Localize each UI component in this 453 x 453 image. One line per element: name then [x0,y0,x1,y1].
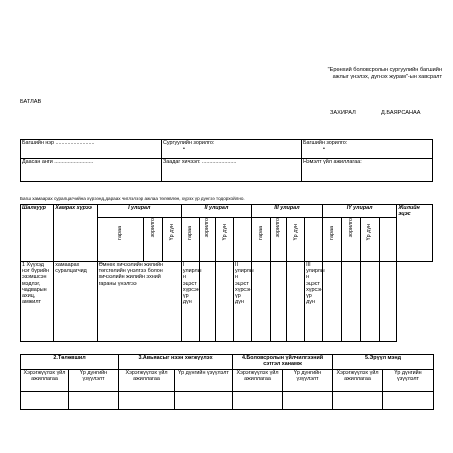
teacher-info-table [20,139,433,182]
row1-q1-result [181,262,202,342]
q4-extra-col [379,218,397,262]
q3-result-col [287,218,305,262]
bullet: • [183,146,185,153]
row1-cell [270,262,287,342]
class-lead-label: Даасан анги .......................... [22,159,94,165]
empty-cell [69,392,119,410]
sub-activity-label: гараа [117,226,124,240]
plan-note: Багш хамаарах суралцагчийна хүрээнд,дараах чиглэлээр ажлаа төлөвлөн, хүрэх үр дүнгээ тодорхойлно. [20,196,245,201]
school-goal-cell [162,140,302,159]
row1-cell [379,262,397,342]
empty-cell [119,392,175,410]
empty-cell [21,392,69,410]
empty-cell [233,392,283,410]
teacher-goal-label: Багшийн зорилго: [303,140,348,146]
q-text: улирлы н эцэст хүрсэн үр дүн [306,268,325,306]
subject-label: Заадаг хичээл: ....................... [163,159,237,165]
sub-goal-label: зорилго [347,218,354,238]
indicator-header: Шалгуур [21,205,54,262]
director-label: ЗАХИРАЛ [330,110,356,116]
sub-goal-label: зорилго [275,218,282,238]
q1-goal-col [144,218,163,262]
c5-header: 5.Эрүүл мэнд [333,355,434,370]
subject-cell [162,159,302,182]
row1-indicator: 1 Хүүхэд нэг бүрийн эзэмшсэн мэдлэг, чадварын ахиц, амжилт [21,262,54,342]
sub-result-label: Үр дүн [366,224,373,241]
q2-extra-col [234,218,252,262]
quarter-3-header: III улирал [251,205,322,218]
c2-header: 2.Төлөвшил [21,355,119,370]
expected-result-header: Үр дүнгийн үзүүлэлт [175,370,233,392]
expected-result-header: Үр дүнгийн үзүүлэлт [383,370,434,392]
sub-activity-label: гараа [257,226,264,240]
plan-table [20,204,433,342]
extra-work-label: Нэмэлт үйл ажиллагаа: [303,159,362,165]
class-lead-cell [21,159,162,182]
appendix-note [292,67,442,80]
plan-activity-header: Хэрэгжүүлэх үйл ажиллагаа [333,370,383,392]
approve-label: БАТЛАВ [20,99,42,105]
teacher-goal-cell [302,140,433,159]
c4-header: 4.Боловсролын үйлчилгээний сэтгэл ханамж [233,355,333,370]
sub-result-label: Үр дүн [221,224,228,241]
teacher-name-cell [21,140,162,159]
q2-activity-col [181,218,199,262]
q2-goal-col [199,218,216,262]
director-name: Д.БАЯРСАНАА [381,110,421,116]
appendix-line-1: "Ерөнхий боловсролын сургуулийн багшийн [327,67,442,73]
row1-cell [322,262,341,342]
c3-header: 3.Авьяасыг нээн хөгжүүлэх [119,355,233,370]
yearly-header: Жилийн эцэс [397,205,433,262]
row1-cell [216,262,234,342]
criteria-table [20,354,434,410]
q-text: улирлы н эцэст хүрсэн үр дүн [235,268,254,306]
empty-cell [333,392,383,410]
bullet: • [323,146,325,153]
quarter-2-header: II улирал [181,205,251,218]
row1-activity: Өмнөх хичээлийн жилийн төгсгөлийн үнэлгээ болон хичээлийн жилийн эхний гараны үнэлгээ [97,262,181,342]
q4-activity-col [322,218,341,262]
sub-result-label: Үр дүн [292,224,299,241]
row1-q2-result [234,262,252,342]
q3-extra-col [305,218,323,262]
extra-work-cell [302,159,433,182]
q4-result-col [360,218,379,262]
q3-goal-col [270,218,287,262]
q-marker: II [235,262,239,268]
q3-activity-col [251,218,270,262]
school-goal-label: Сургуулийн зорилго: [163,140,215,146]
sub-result-label: Үр дүн [168,224,175,241]
teacher-name-label: Багшийн нэр .......................... [22,140,95,146]
row1-cell [199,262,216,342]
expected-result-header: Үр дүнгийн үзүүлэлт [69,370,119,392]
sub-goal-label: зорилго [204,218,211,238]
row1-q3-result [305,262,323,342]
row1-cell [287,262,305,342]
q1-result-col [163,218,182,262]
empty-cell [175,392,233,410]
plan-activity-header: Хэрэгжүүлэх үйл ажиллагаа [233,370,283,392]
quarter-1-header: I улирал [97,205,181,218]
sub-goal-label: зорилго [150,218,157,238]
row1-scope: хамаарах суралцагчид [54,262,97,342]
row1-cell [251,262,270,342]
expected-result-header: Үр дүнгийн үзүүлэлт [283,370,333,392]
empty-cell [283,392,333,410]
quarter-4-header: IY улирал [322,205,396,218]
q-text: улирлы н эцэст хүрсэн үр дүн [182,268,202,306]
scope-header: Хамрах хүрээ [54,205,97,262]
appendix-line-2: ажлыг үнэлэх, дүгнэх журам"-ын хавсралт [332,73,442,80]
q-marker: I [182,262,185,268]
plan-activity-header: Хэрэгжүүлэх үйл ажиллагаа [21,370,69,392]
q4-goal-col [341,218,360,262]
row1-cell [341,262,360,342]
empty-cell [383,392,434,410]
plan-activity-header: Хэрэгжүүлэх үйл ажиллагаа [119,370,175,392]
q2-result-col [216,218,234,262]
q1-activity-col [97,218,144,262]
q-marker: III [306,262,311,268]
row1-cell [360,262,379,342]
sub-activity-label: гараа [328,226,335,240]
sub-activity-label: гараа [187,226,194,240]
